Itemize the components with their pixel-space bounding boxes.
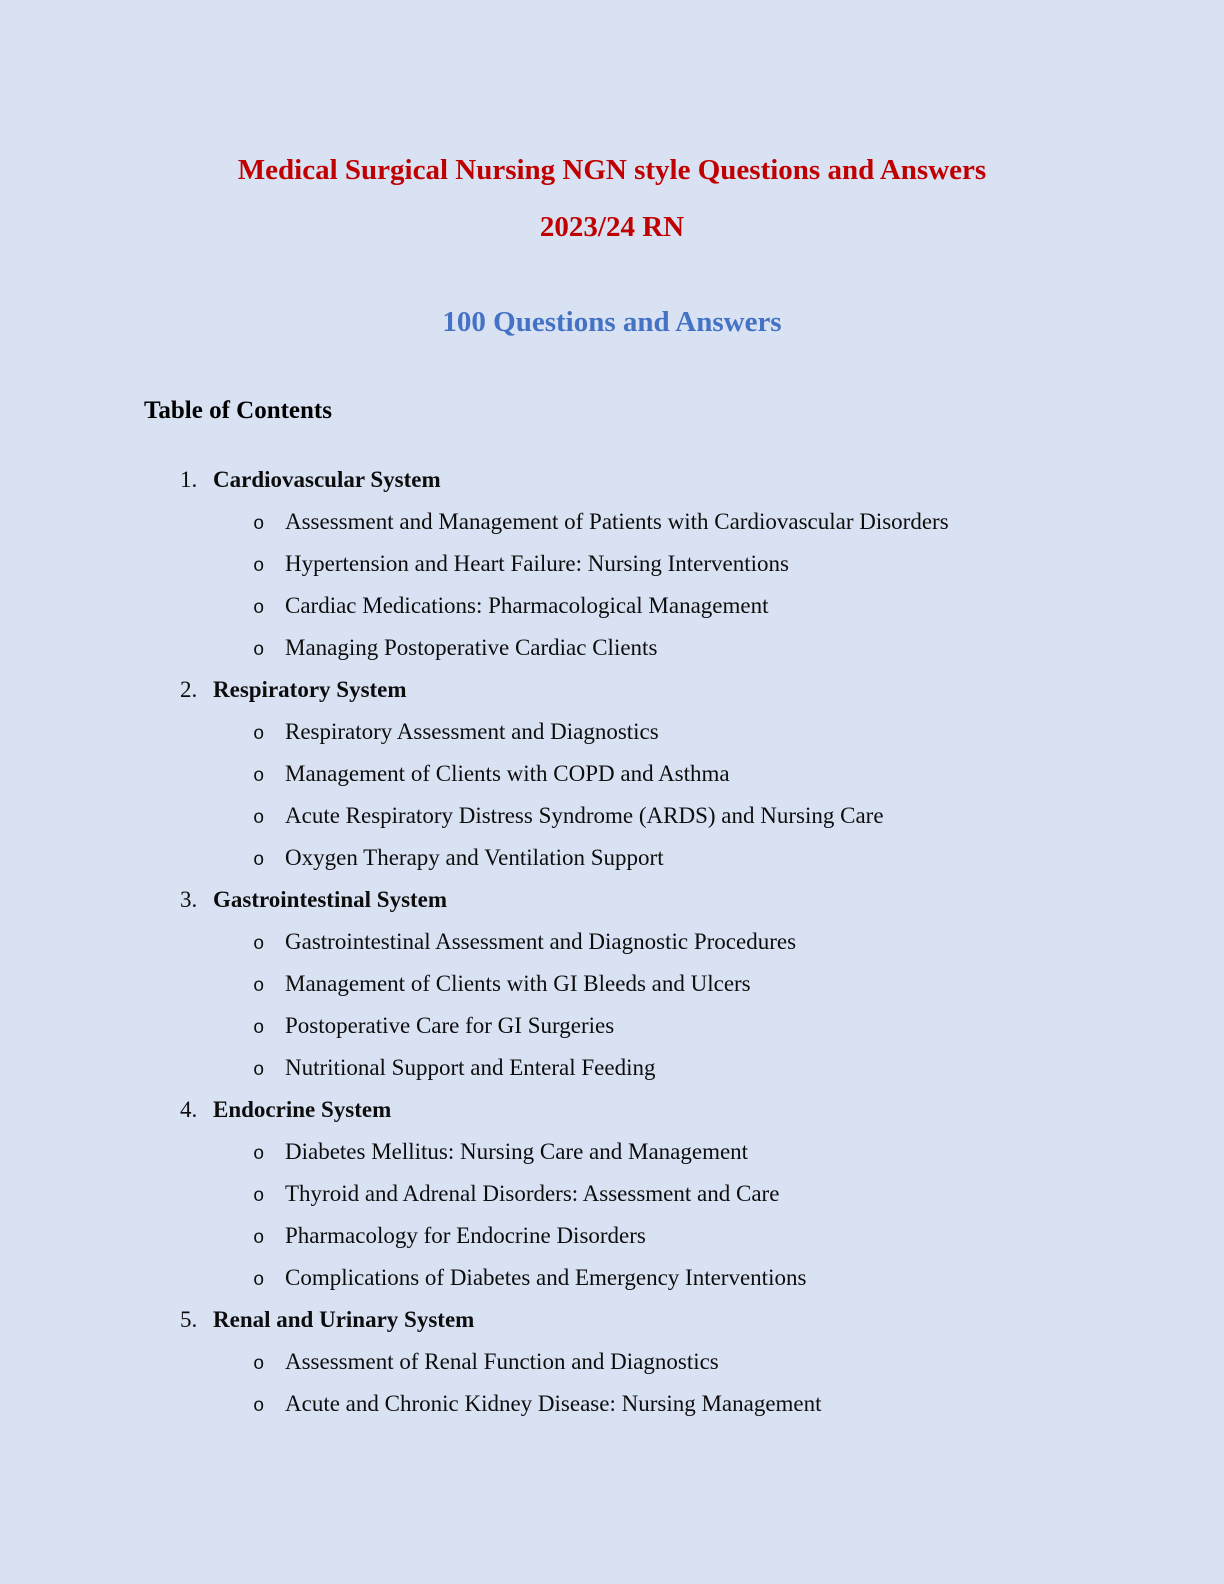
toc-subitem-label: Management of Clients with GI Bleeds and Ulcers — [285, 971, 751, 996]
toc-section-4 — [144, 1097, 1080, 1139]
toc-section-number: 4. — [180, 1097, 198, 1122]
toc-subitem-3-2 — [144, 971, 1080, 1013]
list-bullet-icon: o — [253, 597, 265, 619]
list-bullet-icon: o — [253, 849, 265, 871]
toc-section-label: Respiratory System — [213, 677, 407, 702]
toc-section-number: 3. — [180, 887, 198, 912]
toc-subitem-label: Nutritional Support and Enteral Feeding — [285, 1055, 656, 1080]
list-bullet-icon: o — [253, 1227, 265, 1249]
toc-subitem-1-4 — [144, 635, 1080, 677]
document-subtitle: 100 Questions and Answers — [442, 306, 782, 338]
toc-subitem-5-1 — [144, 1349, 1080, 1391]
toc-subitem-label: Cardiac Medications: Pharmacological Management — [285, 593, 769, 618]
toc-subitem-label: Acute Respiratory Distress Syndrome (ARDS) and Nursing Care — [285, 803, 884, 828]
list-bullet-icon: o — [253, 513, 265, 535]
toc-subitem-2-3 — [144, 803, 1080, 845]
list-bullet-icon: o — [253, 1269, 265, 1291]
toc-subitem-5-2 — [144, 1391, 1080, 1433]
toc-subitem-label: Assessment and Management of Patients with Cardiovascular Disorders — [285, 509, 949, 534]
list-bullet-icon: o — [253, 1185, 265, 1207]
toc-subitem-label: Management of Clients with COPD and Asthma — [285, 761, 730, 786]
toc-heading: Table of Contents — [144, 397, 332, 424]
toc-section-number: 5. — [180, 1307, 198, 1332]
list-bullet-icon: o — [253, 1143, 265, 1165]
toc-section-number: 1. — [180, 467, 198, 492]
list-bullet-icon: o — [253, 807, 265, 829]
list-bullet-icon: o — [253, 1059, 265, 1081]
toc-subitem-label: Managing Postoperative Cardiac Clients — [285, 635, 658, 660]
toc-subitem-label: Pharmacology for Endocrine Disorders — [285, 1223, 646, 1248]
list-bullet-icon: o — [253, 723, 265, 745]
toc-subitem-2-1 — [144, 719, 1080, 761]
toc-subitem-4-2 — [144, 1181, 1080, 1223]
document-title-line1: Medical Surgical Nursing NGN style Questions and Answers — [237, 154, 987, 186]
toc-subitem-1-1 — [144, 509, 1080, 551]
toc-subitem-2-4 — [144, 845, 1080, 887]
toc-subitem-3-4 — [144, 1055, 1080, 1097]
list-bullet-icon: o — [253, 975, 265, 997]
list-bullet-icon: o — [253, 933, 265, 955]
toc-subitem-3-1 — [144, 929, 1080, 971]
document-title — [144, 142, 1080, 256]
toc-subitem-label: Gastrointestinal Assessment and Diagnostic Procedures — [285, 929, 797, 954]
toc-section-label: Renal and Urinary System — [213, 1307, 475, 1332]
toc-subitem-label: Oxygen Therapy and Ventilation Support — [285, 845, 664, 870]
toc-section-label: Gastrointestinal System — [213, 887, 448, 912]
toc-section-3 — [144, 887, 1080, 929]
list-bullet-icon: o — [253, 639, 265, 661]
list-bullet-icon: o — [253, 555, 265, 577]
toc-subitem-label: Complications of Diabetes and Emergency Interventions — [285, 1265, 807, 1290]
toc-subitem-label: Respiratory Assessment and Diagnostics — [285, 719, 659, 744]
toc-subitem-label: Hypertension and Heart Failure: Nursing Interventions — [285, 551, 789, 576]
toc-subitem-4-3 — [144, 1223, 1080, 1265]
toc-subitem-1-3 — [144, 593, 1080, 635]
toc-section-2 — [144, 677, 1080, 719]
toc-subitem-3-3 — [144, 1013, 1080, 1055]
document-title-line2: 2023/24 RN — [539, 211, 685, 243]
toc-list — [144, 467, 1080, 1433]
toc-subitem-label: Diabetes Mellitus: Nursing Care and Management — [285, 1139, 749, 1164]
toc-subitem-4-4 — [144, 1265, 1080, 1307]
toc-section-number: 2. — [180, 677, 198, 702]
toc-subitem-label: Thyroid and Adrenal Disorders: Assessment and Care — [285, 1181, 780, 1206]
toc-subitem-label: Postoperative Care for GI Surgeries — [285, 1013, 615, 1038]
toc-subitem-4-1 — [144, 1139, 1080, 1181]
toc-section-label: Endocrine System — [213, 1097, 392, 1122]
list-bullet-icon: o — [253, 765, 265, 787]
toc-subitem-label: Acute and Chronic Kidney Disease: Nursing Management — [285, 1391, 822, 1416]
list-bullet-icon: o — [253, 1395, 265, 1417]
toc-subitem-1-2 — [144, 551, 1080, 593]
toc-subitem-2-2 — [144, 761, 1080, 803]
list-bullet-icon: o — [253, 1353, 265, 1375]
list-bullet-icon: o — [253, 1017, 265, 1039]
toc-section-label: Cardiovascular System — [213, 467, 441, 492]
toc-section-5 — [144, 1307, 1080, 1349]
toc-subitem-label: Assessment of Renal Function and Diagnostics — [285, 1349, 719, 1374]
toc-section-1 — [144, 467, 1080, 509]
